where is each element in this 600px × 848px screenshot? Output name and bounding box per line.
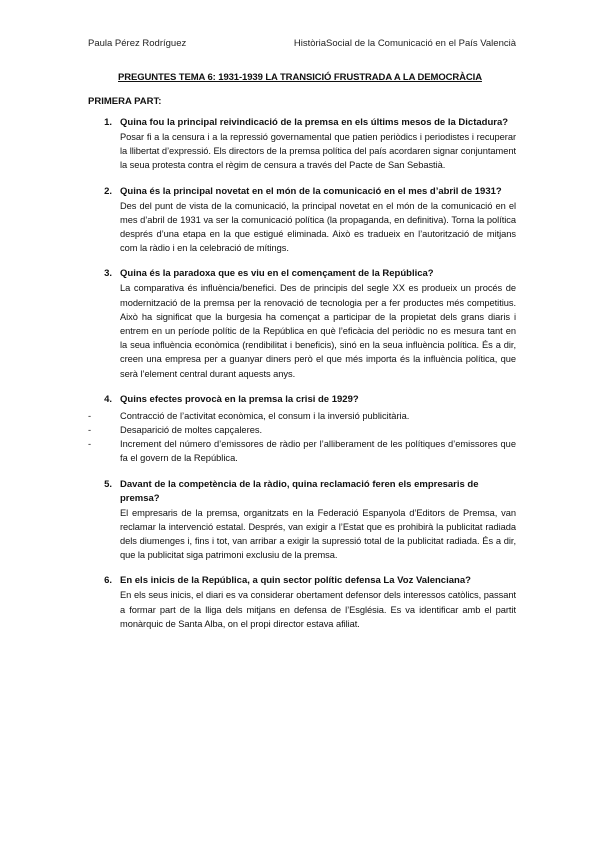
question-2 <box>88 185 516 256</box>
question-number: 4. <box>104 393 112 405</box>
question-text: Quina fou la principal reivindicació de la premsa en els últims mesos de la Dictadura? <box>120 117 509 128</box>
question-number: 5. <box>104 478 112 490</box>
dash-marker: - <box>88 425 92 436</box>
dash-marker: - <box>88 410 92 421</box>
list-item <box>88 423 516 437</box>
header-course: HistòriaSocial de la Comunicació en el País Valencià <box>293 38 516 49</box>
question-number: 3. <box>104 268 112 280</box>
question-text: Quina és la principal novetat en el món de la comunicació en el mes d’abril de 1931? <box>120 185 502 197</box>
answer-bullet-list <box>88 409 516 466</box>
dash-marker: - <box>88 439 92 450</box>
document-title: PREGUNTES TEMA 6: 1931-1939 LA TRANSICIÓ FRUSTRADA A LA DEMOCRÀCIA <box>118 72 482 83</box>
header-author: Paula Pérez Rodríguez <box>88 38 187 49</box>
answer-text: En els seus inicis, el diari es va considerar obertament defensor dels interessos catòlics, passant a formar part de la lliga dels mitjans en defensa de l’Església. Es va identificar amb el partit monàrquic de Santa Alba, on el propi director estava afiliat. <box>120 590 516 629</box>
question-number: 6. <box>104 575 112 587</box>
part-heading: PRIMERA PART: <box>88 96 162 107</box>
question-1 <box>88 116 516 173</box>
question-3 <box>88 267 516 380</box>
questions-list <box>88 116 516 643</box>
question-number: 1. <box>104 117 112 128</box>
answer-text: El empresaris de la premsa, organitzats en la Federació Espanyola d’Editors de Premsa, van reclamar la intervenció estatal. Després, van exigir a l’Estat que es prohibirà la publicitat radiada dels diumenges i, fins i tot, van arribar a exigir la supressió total de la publicitat radiada. És a dir, que la publicitat siga patrimoni exclusiu de la premsa. <box>120 507 516 561</box>
list-item <box>88 437 516 465</box>
question-number: 2. <box>104 185 112 197</box>
bullet-text: Desaparició de moltes capçaleres. <box>120 425 263 436</box>
question-text: Quins efectes provocà en la premsa la crisi de 1929? <box>120 393 359 405</box>
question-5 <box>88 478 516 563</box>
page-header <box>88 38 516 49</box>
question-text: Quina és la paradoxa que es viu en el començament de la República? <box>120 268 434 280</box>
question-4 <box>88 393 516 466</box>
bullet-text: Increment del número d’emissores de ràdio per l’alliberament de les polítiques d’emissores que fa el govern de la República. <box>120 439 516 464</box>
question-6 <box>88 574 516 631</box>
question-text: Davant de la competència de la ràdio, quina reclamació feren els empresaris de premsa? <box>120 478 479 504</box>
answer-text: Posar fi a la censura i a la repressió governamental que patien periòdics i periodistes i recuperar la llibertat d’expressió. Els directors de la premsa política del país acordaren signar conjuntament la seua protesta contra el règim de censura a través del Pacte de San Sebastià. <box>120 132 516 171</box>
question-text: En els inicis de la República, a quin sector polític defensa La Voz Valenciana? <box>120 575 471 587</box>
answer-text: Des del punt de vista de la comunicació, la principal novetat en el món de la comunicació en el mes d’abril de 1931 va ser la comunicació política (la propaganda, en definitiva). Torna la política després d’una etapa en la que estigué eliminada. Això es tradueix en l’autorització de mitjans com la ràdio i en la celebració de mítings. <box>120 200 516 254</box>
list-item <box>88 409 516 423</box>
bullet-text: Contracció de l’activitat econòmica, el consum i la inversió publicitària. <box>120 410 410 421</box>
answer-text: La comparativa és influència/benefici. Des de principis del segle XX es produeix un procés de modernització de la premsa per la renovació de tecnologia per a fer productes més competitius. Això ha significat que la burgesia ha començat a participar de la propietat dels grans diaris i entrem en un període polític de la República en què l’eficàcia del periòdic no es mesura tant en la seua influència econòmica (rendibilitat i beneficis), sinó en la seua influència política. És a dir, creen una empresa per a guanyar diners però el que més importa és la influència política, que serà l’element central durant aquests anys. <box>120 283 516 379</box>
